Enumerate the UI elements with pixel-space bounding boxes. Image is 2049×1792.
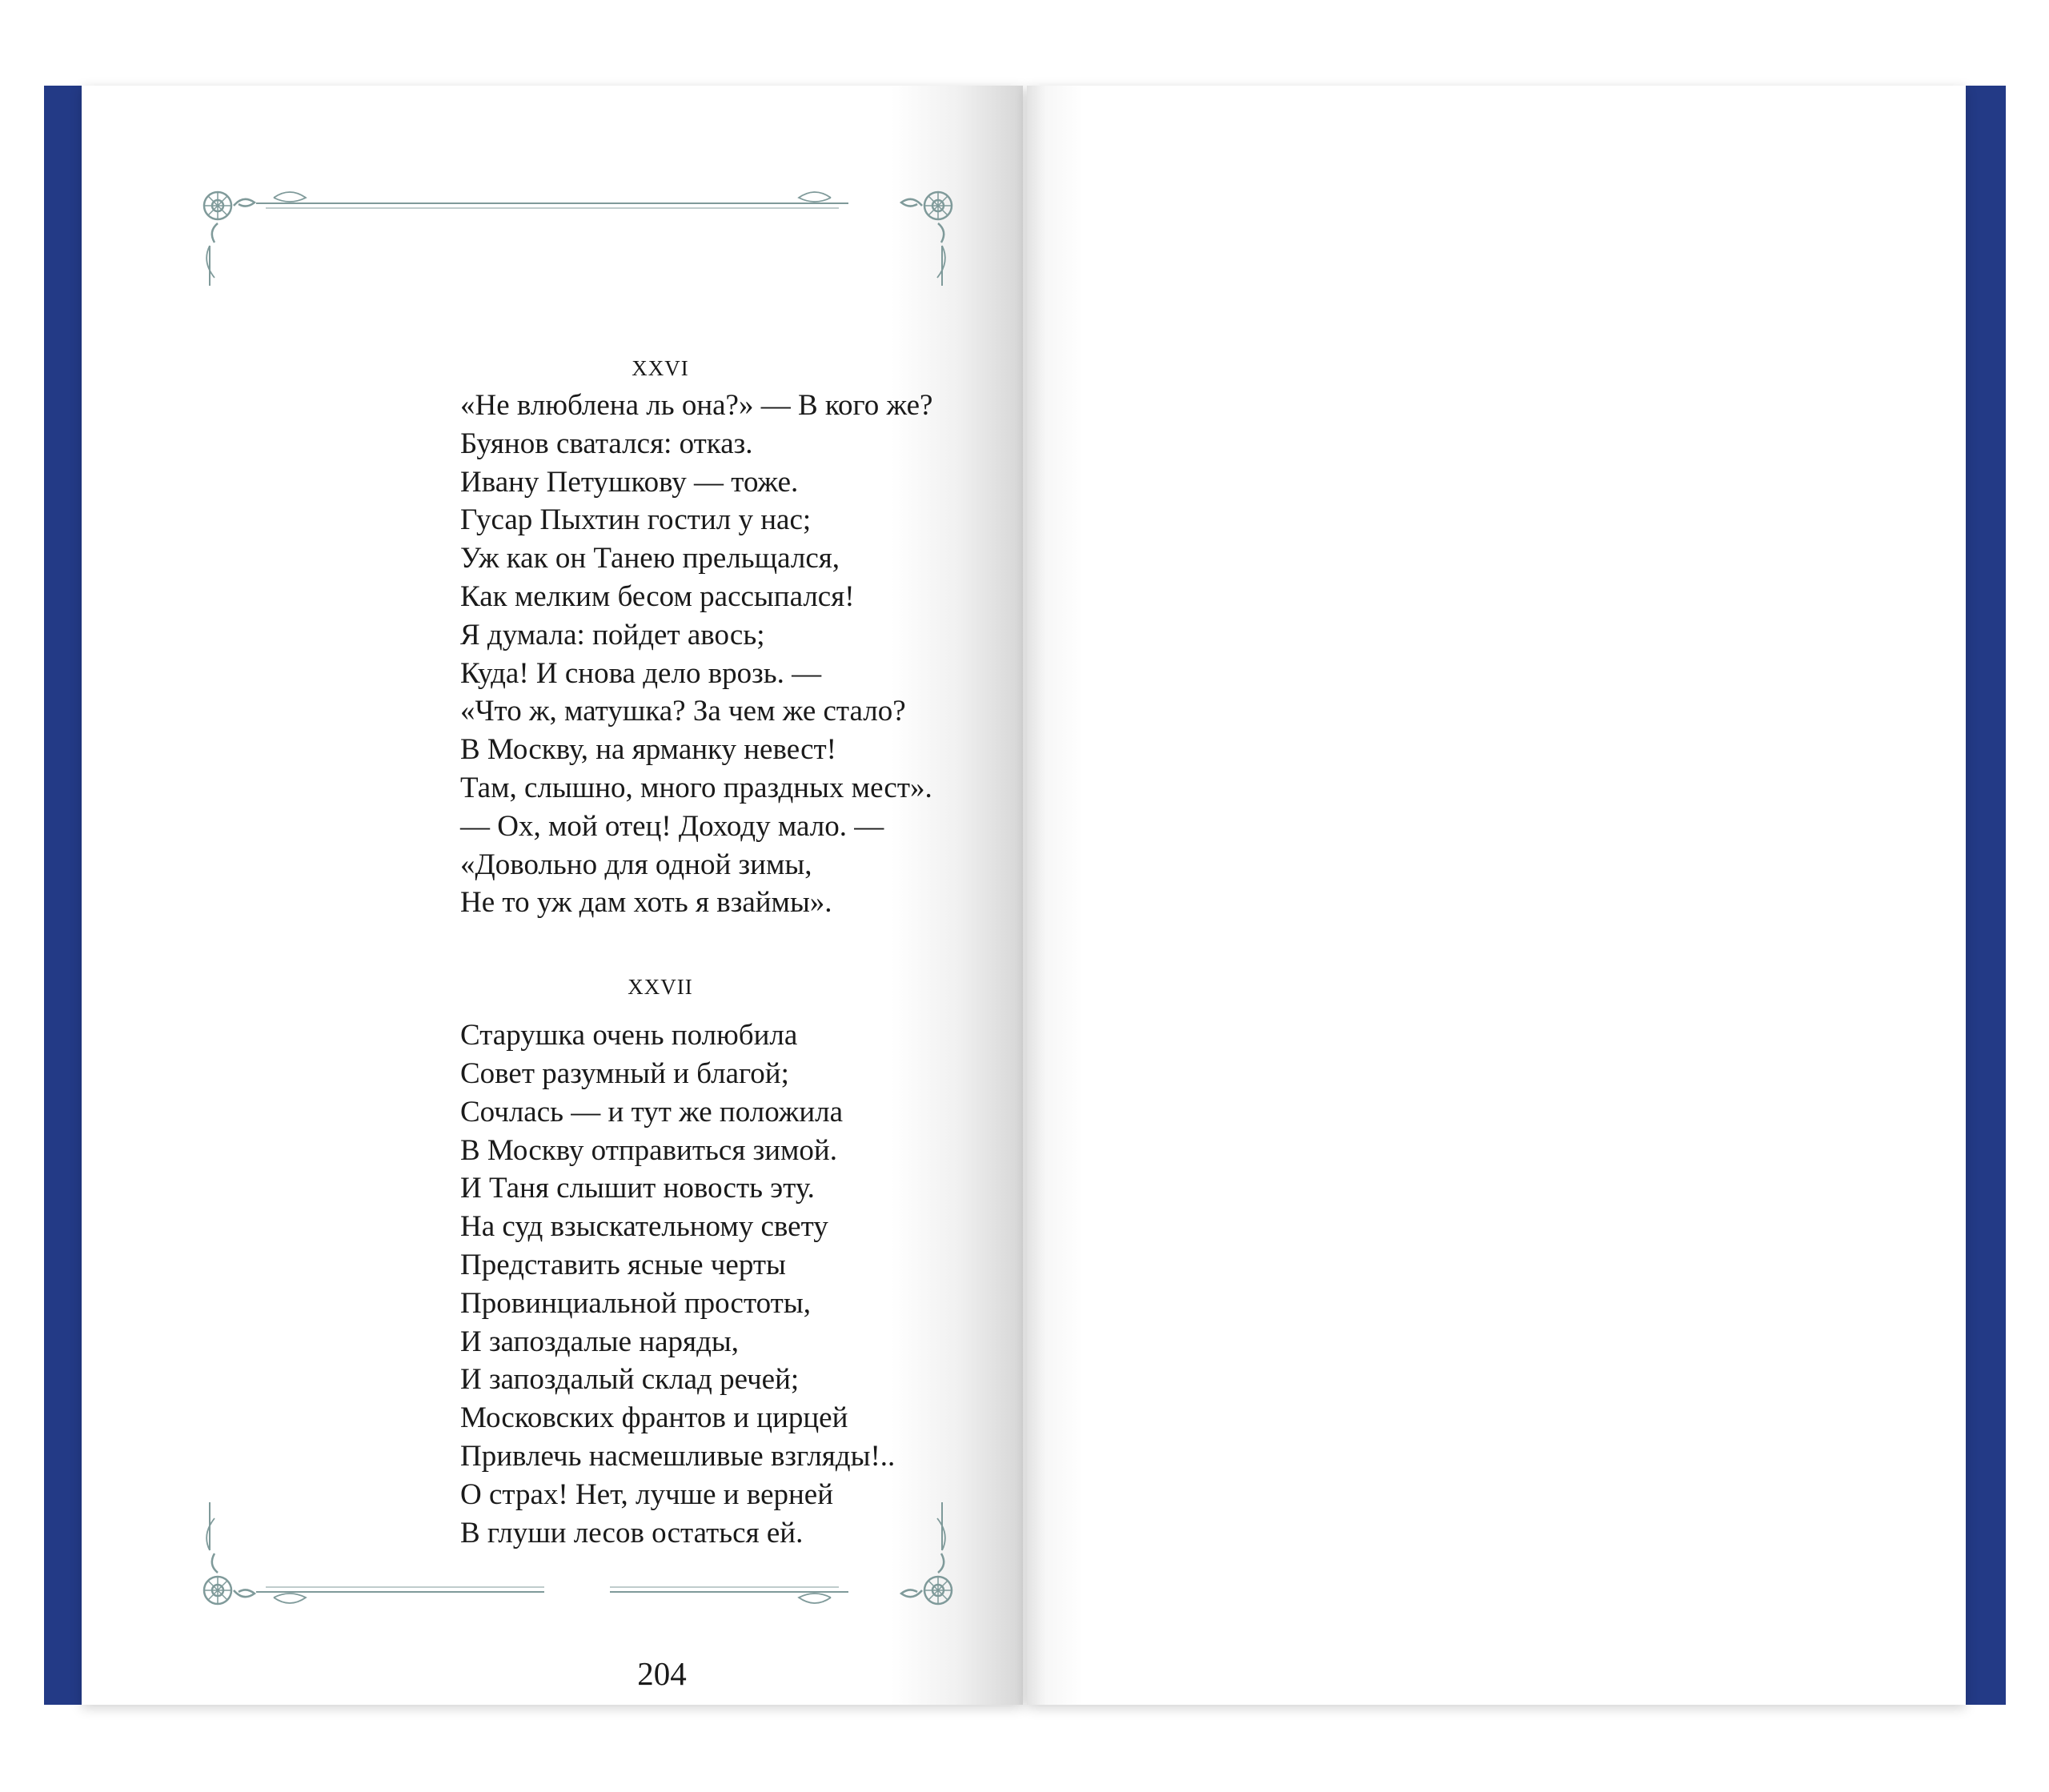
stanza-number: XXVI [632,356,689,380]
poem-line: И запоздалый склад речей; [460,1363,800,1397]
poem-line: Привлечь насмешливые взгляды!.. [460,1439,896,1473]
poem-line: Я думала: пойдет авось; [460,618,765,651]
poem-line: Сочлась — и тут же положила [460,1095,844,1129]
stanza-lines [460,1016,1020,1552]
poem-line: Представить ясные черты [460,1248,786,1281]
stanza-number: XXVII [628,975,693,1000]
poem-line: Уж как он Танею прельщался, [460,542,840,575]
poem-line: В глуши лесов остаться ей. [460,1516,804,1549]
poem-line: — Ох, мой отец! Доходу мало. — [460,809,884,843]
poem-line: «Что ж, матушка? За чем же стало? [460,695,906,728]
poem-line: Ивану Петушкову — тоже. [460,465,799,499]
right-page [1027,86,1966,1705]
stanza-lines [460,387,1020,922]
corner-rosette-icon [901,1553,952,1604]
poem-line: И запоздалые наряды, [460,1325,740,1358]
poem-line: На суд взыскательному свету [460,1210,828,1244]
poem-text [460,350,1020,1552]
corner-rosette-icon [204,1553,255,1604]
poem-line: Гусар Пыхтин гостил у нас; [460,503,812,537]
poem-line: Московских франтов и цирцей [460,1401,848,1435]
book-cover-edge-left [44,86,84,1705]
poem-line: «Не влюблена ль она?» — В кого же? [460,389,933,422]
poem-line: Буянов сватался: отказ. [460,427,753,460]
poem-line: Провинциальной простоты, [460,1286,811,1320]
poem-line: Там, слышно, много праздных мест». [460,771,932,804]
book-cover-edge-right [1966,86,2006,1705]
poem-line: О страх! Нет, лучше и верней [460,1477,834,1511]
corner-rosette-icon [204,192,255,243]
poem-line: Куда! И снова дело врозь. — [460,656,822,690]
poem-line: И Таня слышит новость эту. [460,1172,815,1205]
poem-line: «Довольно для одной зимы, [460,848,812,881]
poem-line: Старушка очень полюбила [460,1019,798,1052]
poem-line: Совет разумный и благой; [460,1056,789,1090]
left-page [82,86,1023,1705]
poem-line: Не то уж дам хоть я взаймы». [460,886,832,920]
corner-rosette-icon [901,192,952,243]
poem-line: Как мелким бесом рассыпался! [460,579,855,613]
poem-line: В Москву, на ярманку невест! [460,733,836,767]
page-number: 204 [637,1655,687,1692]
poem-line: В Москву отправиться зимой. [460,1133,837,1167]
